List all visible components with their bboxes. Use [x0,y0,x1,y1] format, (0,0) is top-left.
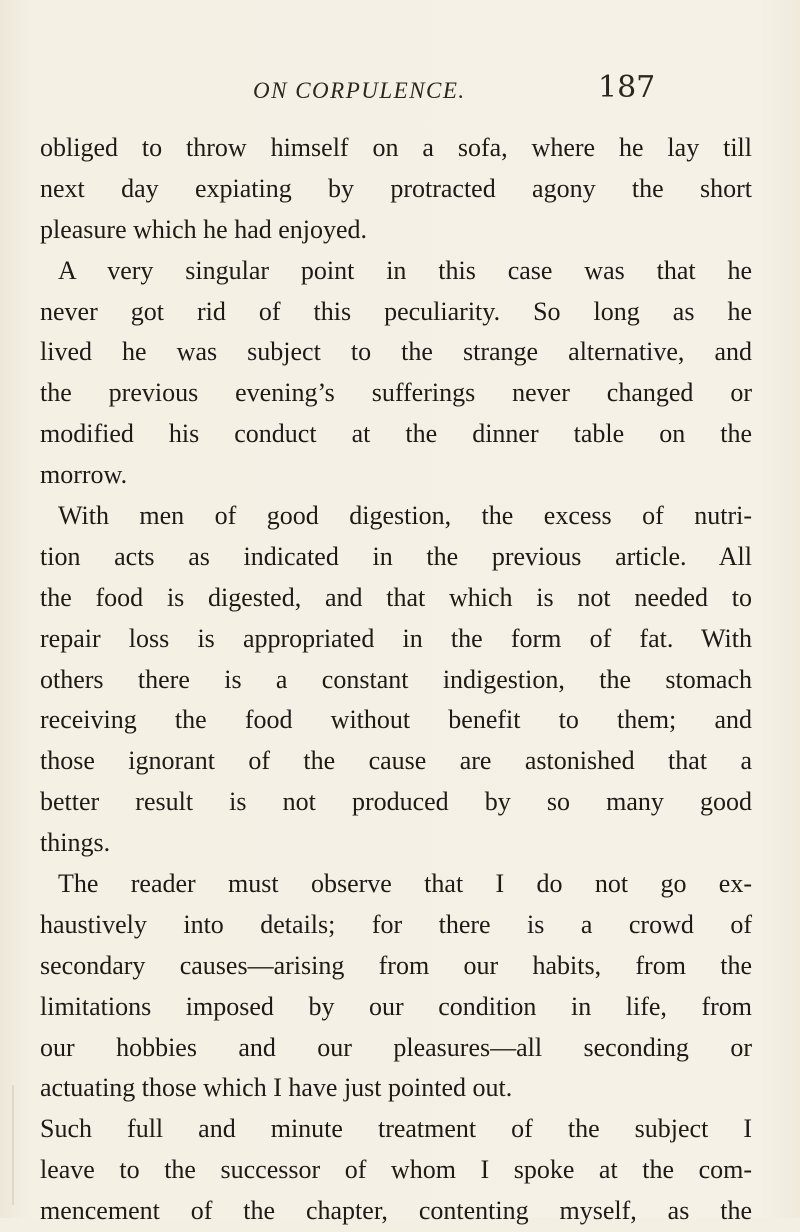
text-line: next day expiating by protracted agony the short [40,173,752,203]
page-edge-shadow [12,1085,14,1205]
text-line: better result is not produced by so many good [40,787,752,817]
text-line: A very singular point in this case was that he [58,255,752,285]
text-line: morrow. [40,460,128,490]
text-line: leave to the successor of whom I spoke at the com- [40,1155,752,1185]
text-line: our hobbies and our pleasures—all seconding or [40,1032,752,1062]
page-number: 187 [598,70,656,105]
text-line: others there is a constant indigestion, the stomach [40,664,752,694]
running-title: ON CORPULENCE. [253,78,466,103]
text-line: tion acts as indicated in the previous article. All [40,541,752,571]
text-line: secondary causes—arising from our habits, from the [40,950,752,980]
text-line: never got rid of this peculiarity. So long as he [40,296,752,326]
text-line: the previous evening’s sufferings never changed or [40,378,752,408]
text-line: The reader must observe that I do not go ex- [58,869,752,899]
text-line: Such full and minute treatment of the subject I [40,1114,752,1144]
text-line: lived he was subject to the strange alternative, and [40,337,752,367]
text-line: the food is digested, and that which is not needed to [40,582,752,612]
body-text [40,128,752,1232]
text-line: obliged to throw himself on a sofa, where he lay till [40,133,752,162]
text-line: With men of good digestion, the excess of nutri- [58,501,752,531]
text-line: things. [40,828,111,858]
text-line: modified his conduct at the dinner table on the [40,419,752,449]
text-line: repair loss is appropriated in the form of fat. With [40,623,752,653]
text-line: those ignorant of the cause are astonished that a [40,746,752,776]
text-line: haustively into details; for there is a crowd of [40,909,752,939]
text-line: pleasure which he had enjoyed. [40,214,368,244]
text-line: receiving the food without benefit to them; and [40,705,752,735]
text-line: limitations imposed by our condition in life, from [40,991,752,1021]
text-line: actuating those which I have just pointed out. [40,1073,513,1103]
text-line: mencement of the chapter, contenting myself, as the [40,1196,752,1226]
running-head [0,70,800,118]
